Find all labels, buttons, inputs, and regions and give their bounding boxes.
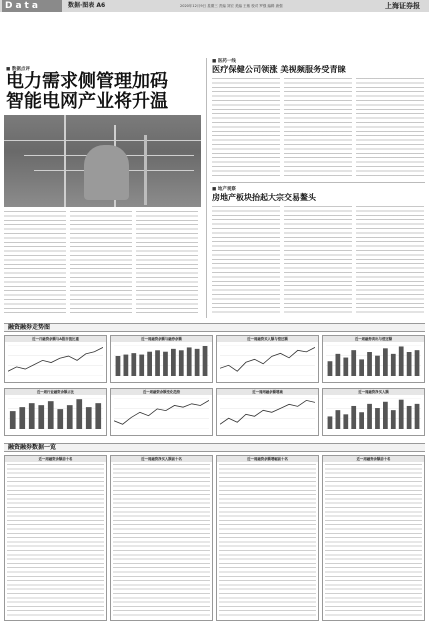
right-text-2a (212, 206, 280, 316)
left-kicker: ■ 数据点评 (6, 67, 30, 72)
bar-mark (351, 406, 356, 429)
table-2 (110, 455, 213, 621)
bar-mark (155, 350, 160, 376)
bar-mark (163, 352, 168, 376)
bar-mark (179, 350, 184, 376)
right-kicker-2: ■ 地产观察 (212, 187, 236, 192)
bar-mark (29, 403, 35, 429)
chart-3-title: 近一周融资买入额与偿还额 (217, 336, 318, 342)
table-1-title: 近一周融资余额前十名 (5, 456, 106, 462)
bar-mark (171, 349, 176, 376)
right-text-2b (284, 206, 352, 316)
right-text-2c (356, 206, 424, 316)
bar-mark (124, 355, 129, 376)
bar-mark (407, 406, 412, 429)
right-headline-1: 医疗保健公司领涨 美视频服务受青睐 (212, 64, 346, 74)
chart-4-svg (326, 345, 421, 376)
chart-3 (216, 335, 319, 383)
section-name: 数据·图表 A6 (68, 2, 106, 9)
newspaper-name: 上海证券报 (385, 1, 420, 10)
chart-2 (110, 335, 213, 383)
bar-mark (391, 410, 396, 429)
bar-mark (116, 356, 121, 376)
bar-mark (19, 407, 25, 429)
chart-7-title: 近一周两融余额增减 (217, 389, 318, 395)
table-2-title: 近一周融资净买入额前十名 (111, 456, 212, 462)
table-4-title: 近一周融券余额前十名 (323, 456, 424, 462)
chart-6-title: 近一周融资余额变化趋势 (111, 389, 212, 395)
series-line (220, 400, 315, 424)
table-2-rows (113, 464, 210, 618)
table-1 (4, 455, 107, 621)
bar-mark (367, 352, 372, 376)
bar-mark (383, 348, 388, 376)
left-text-col-1 (4, 211, 66, 314)
chart-5-title: 近一周行业融资余额占比 (5, 389, 106, 395)
bar-mark (343, 358, 348, 376)
bar-mark (203, 346, 208, 376)
series-line (114, 400, 209, 424)
table-4-rows (325, 464, 422, 618)
bar-mark (359, 412, 364, 429)
bar-mark (67, 405, 73, 429)
bar-mark (399, 346, 404, 376)
left-text-col-3 (136, 211, 198, 314)
chart-2-title: 近一周融资余额与融券余额 (111, 336, 212, 342)
table-3-rows (219, 464, 316, 618)
chart-4 (322, 335, 425, 383)
chart-1-svg (8, 345, 103, 376)
right-divider (210, 182, 425, 183)
bar-mark (328, 361, 333, 376)
chart-6-svg (114, 398, 209, 429)
bar-mark (336, 354, 341, 376)
bar-mark (399, 400, 404, 429)
bar-mark (415, 404, 420, 429)
chart-8-svg (326, 398, 421, 429)
charts-band-title: 融资融券走势图 (8, 324, 51, 331)
chart-7-svg (220, 398, 315, 429)
table-3-title: 近一周融资余额增幅前十名 (217, 456, 318, 462)
bar-mark (48, 401, 54, 429)
column-divider (206, 58, 207, 318)
bar-mark (375, 356, 380, 376)
bar-mark (407, 352, 412, 376)
right-text-1c (356, 78, 424, 178)
right-headline-2: 房地产板块抬起大宗交易鳌头 (212, 193, 316, 202)
bar-mark (147, 352, 152, 376)
bar-mark (131, 353, 136, 376)
charts-band (4, 323, 425, 332)
bar-mark (415, 350, 420, 376)
series-line (8, 347, 103, 371)
chart-5-svg (8, 398, 103, 429)
series-line (220, 347, 315, 371)
power-grid-photo (4, 115, 201, 207)
bar-mark (139, 355, 144, 376)
tables-band (4, 443, 425, 452)
bar-mark (195, 349, 200, 376)
chart-4-title: 近一周融券卖出与偿还额 (323, 336, 424, 342)
chart-1 (4, 335, 107, 383)
chart-5 (4, 388, 107, 436)
chart-8-title: 近一周融资净买入额 (323, 389, 424, 395)
chart-1-title: 近一月融资余额与A股市值比重 (5, 336, 106, 342)
table-3 (216, 455, 319, 621)
tables-band-title: 融资融券数据一览 (8, 444, 57, 451)
bar-mark (375, 408, 380, 429)
bar-mark (328, 416, 333, 429)
bar-mark (391, 354, 396, 376)
right-kicker-1: ■ 医药一线 (212, 59, 236, 64)
bar-mark (76, 399, 82, 429)
section-label: Data (2, 0, 62, 12)
bar-mark (187, 347, 192, 376)
chart-3-svg (220, 345, 315, 376)
chart-6 (110, 388, 213, 436)
right-text-1a (212, 78, 280, 178)
bar-mark (86, 407, 92, 429)
chart-7 (216, 388, 319, 436)
date-line: 2020年12月9日 星期三 责编 刘宏 美编 王敏 校对 罗强 编辑 唐强 (180, 4, 283, 8)
left-headline-2: 智能电网产业将升温 (6, 91, 168, 112)
bar-mark (10, 411, 16, 429)
bar-mark (383, 402, 388, 429)
chart-2-svg (114, 345, 209, 376)
bar-mark (57, 409, 63, 429)
bar-mark (359, 359, 364, 376)
chart-8 (322, 388, 425, 436)
bar-mark (367, 404, 372, 429)
bar-mark (38, 405, 44, 429)
table-1-rows (7, 464, 104, 618)
right-text-1b (284, 78, 352, 178)
bar-mark (336, 410, 341, 429)
table-4 (322, 455, 425, 621)
bar-mark (351, 350, 356, 376)
left-headline-1: 电力需求侧管理加码 (6, 71, 168, 92)
left-text-col-2 (70, 211, 132, 314)
bar-mark (343, 414, 348, 429)
bar-mark (95, 403, 101, 429)
